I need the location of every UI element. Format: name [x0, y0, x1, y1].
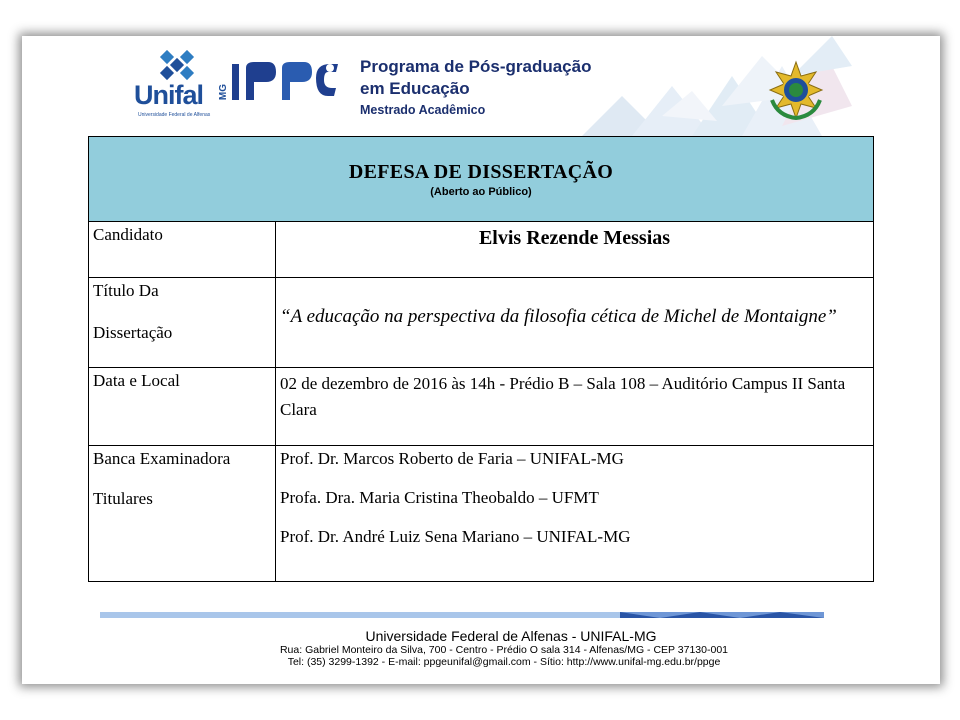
program-line-2: em Educação — [360, 79, 470, 98]
banca-member: Prof. Dr. Marcos Roberto de Faria – UNIFAL-MG — [280, 449, 624, 468]
footer — [22, 628, 940, 668]
unifal-logo-subtitle: Universidade Federal de Alfenas — [138, 112, 211, 118]
footer-bar — [100, 612, 824, 618]
unifal-mark-icon — [156, 50, 200, 84]
row-data-local — [89, 368, 874, 446]
titulo-label-2: Dissertação — [93, 323, 173, 342]
titulo-label-1: Título Da — [93, 281, 159, 300]
candidato-value-cell — [276, 222, 874, 278]
banner-subtitle: (Aberto ao Público) — [430, 186, 532, 198]
unifal-logo-word: Unifal — [134, 80, 204, 110]
coat-of-arms-icon — [764, 60, 828, 122]
banca-member: Prof. Dr. André Luiz Sena Mariano – UNIFAL-MG — [280, 527, 631, 546]
data-value: 02 de dezembro de 2016 às 14h - Prédio B – Sala 108 – Auditório Campus II Santa Clara — [276, 368, 874, 446]
row-banca — [89, 446, 874, 582]
document-page — [22, 36, 940, 684]
footer-line-3: Tel: (35) 3299-1392 - E-mail: ppgeunifal@gmail.com - Sítio: http://www.unifal-mg.edu.br/ppge — [287, 656, 721, 668]
candidato-label: Candidato — [89, 222, 276, 278]
titulo-label-cell — [89, 278, 276, 368]
footer-line-1: Universidade Federal de Alfenas - UNIFAL-MG — [365, 628, 657, 644]
banca-label-1: Banca Examinadora — [93, 449, 231, 468]
data-label: Data e Local — [89, 368, 276, 446]
footer-line-2: Rua: Gabriel Monteiro da Silva, 700 - Centro - Prédio O sala 314 - Alfenas/MG - CEP 37130-001 — [279, 644, 729, 656]
candidato-value: Elvis Rezende Messias — [478, 227, 671, 249]
banca-label-cell — [89, 446, 276, 582]
unifal-logo-mg: MG — [218, 84, 229, 101]
row-candidato — [89, 222, 874, 278]
row-titulo — [89, 278, 874, 368]
banca-label-2: Titulares — [93, 489, 153, 508]
dissertation-table — [88, 136, 874, 582]
unifal-logo — [134, 50, 229, 118]
banner-cell — [89, 137, 874, 222]
program-line-3: Mestrado Acadêmico — [360, 103, 486, 117]
titulo-value: “A educação na perspectiva da filosofia cética de Michel de Montaigne” — [276, 278, 874, 368]
program-line-1: Programa de Pós-graduação — [360, 57, 592, 76]
banner-title: DEFESA DE DISSERTAÇÃO — [348, 161, 614, 183]
banca-members-cell — [276, 446, 874, 582]
ppge-logo-icon — [232, 58, 338, 104]
banca-member: Profa. Dra. Maria Cristina Theobaldo – UFMT — [280, 488, 599, 507]
